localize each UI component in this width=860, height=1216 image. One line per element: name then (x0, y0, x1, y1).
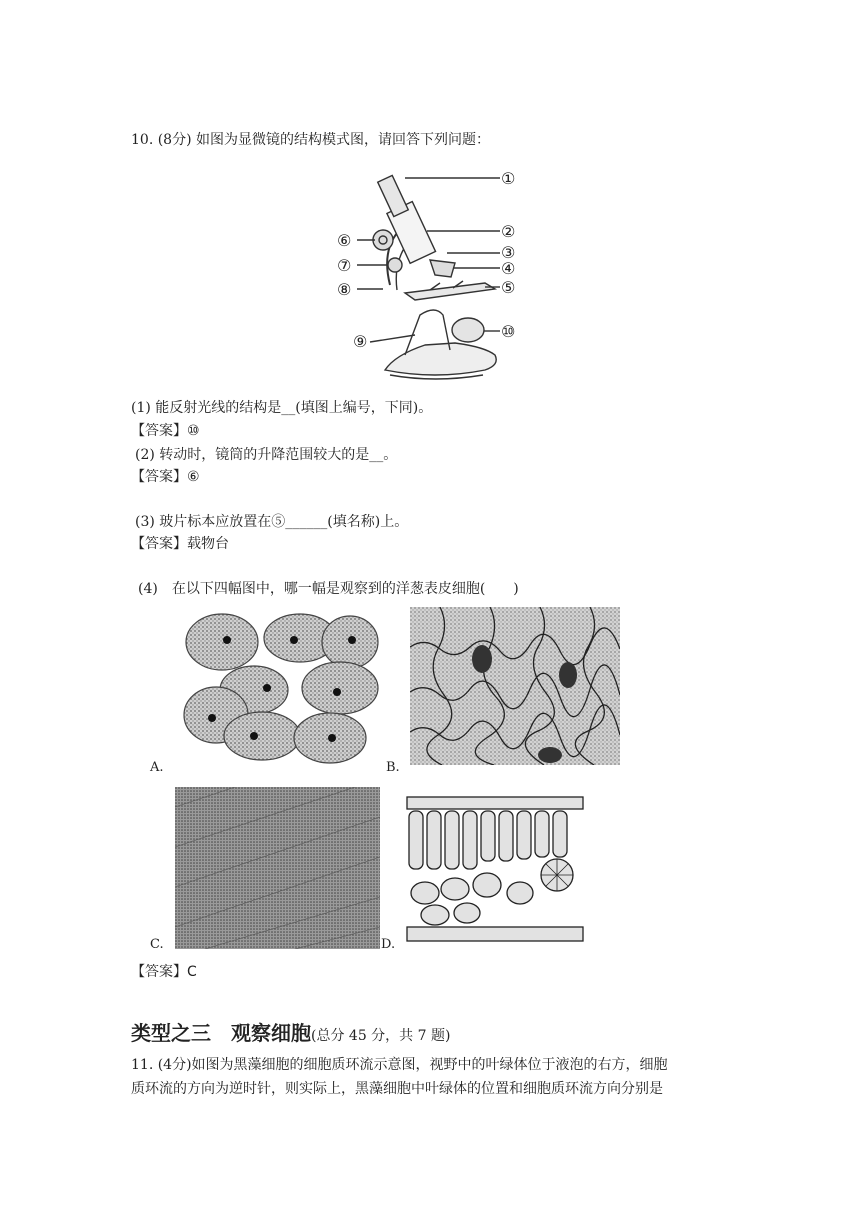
answer-4: 【答案】C (131, 964, 197, 980)
sub-question-1: (1) 能反射光线的结构是__(填图上编号，下同)。 (131, 400, 433, 416)
sub-question-2: (2) 转动时，镜筒的升降范围较大的是__。 (135, 447, 398, 463)
label-7: ⑦ (337, 256, 352, 275)
sub-question-3: (3) 玻片标本应放置在⑤______(填名称)上。 (135, 514, 409, 530)
label-4: ④ (501, 259, 516, 278)
option-d-image (405, 793, 585, 945)
label-1: ① (501, 169, 516, 188)
answer-2: 【答案】⑥ (131, 469, 200, 485)
section-subtitle: (总分 45 分，共 7 题) (311, 1028, 451, 1044)
option-a-image (182, 610, 387, 765)
option-c-label: C. (150, 937, 164, 952)
answer-1: 【答案】⑩ (131, 423, 200, 439)
microscope-diagram (335, 165, 535, 385)
question-11-line-2: 质环流的方向为逆时针，则实际上，黑藻细胞中叶绿体的位置和细胞质环流方向分别是 (131, 1081, 663, 1097)
label-2: ② (501, 222, 516, 241)
label-6: ⑥ (337, 231, 352, 250)
label-5: ⑤ (501, 278, 516, 297)
option-b-label: B. (386, 760, 400, 775)
sub-question-4: (4) 在以下四幅图中，哪一幅是观察到的洋葱表皮细胞( ) (138, 581, 519, 597)
option-b-image (410, 607, 620, 765)
option-d-label: D. (381, 937, 396, 952)
option-c-image (175, 787, 380, 949)
question-11-line-1: 11. (4分)如图为黑藻细胞的细胞质环流示意图，视野中的叶绿体位于液泡的右方，细胞 (131, 1057, 668, 1073)
section-heading (131, 1017, 450, 1046)
label-9: ⑨ (353, 332, 368, 351)
label-3: ③ (501, 243, 516, 262)
label-8: ⑧ (337, 280, 352, 299)
question-10-stem: 10. (8分) 如图为显微镜的结构模式图，请回答下列问题： (131, 132, 490, 148)
option-a-label: A. (150, 760, 164, 775)
label-10: ⑩ (501, 322, 516, 341)
section-title: 类型之三 观察细胞 (131, 1021, 311, 1045)
answer-3: 【答案】载物台 (131, 536, 229, 552)
